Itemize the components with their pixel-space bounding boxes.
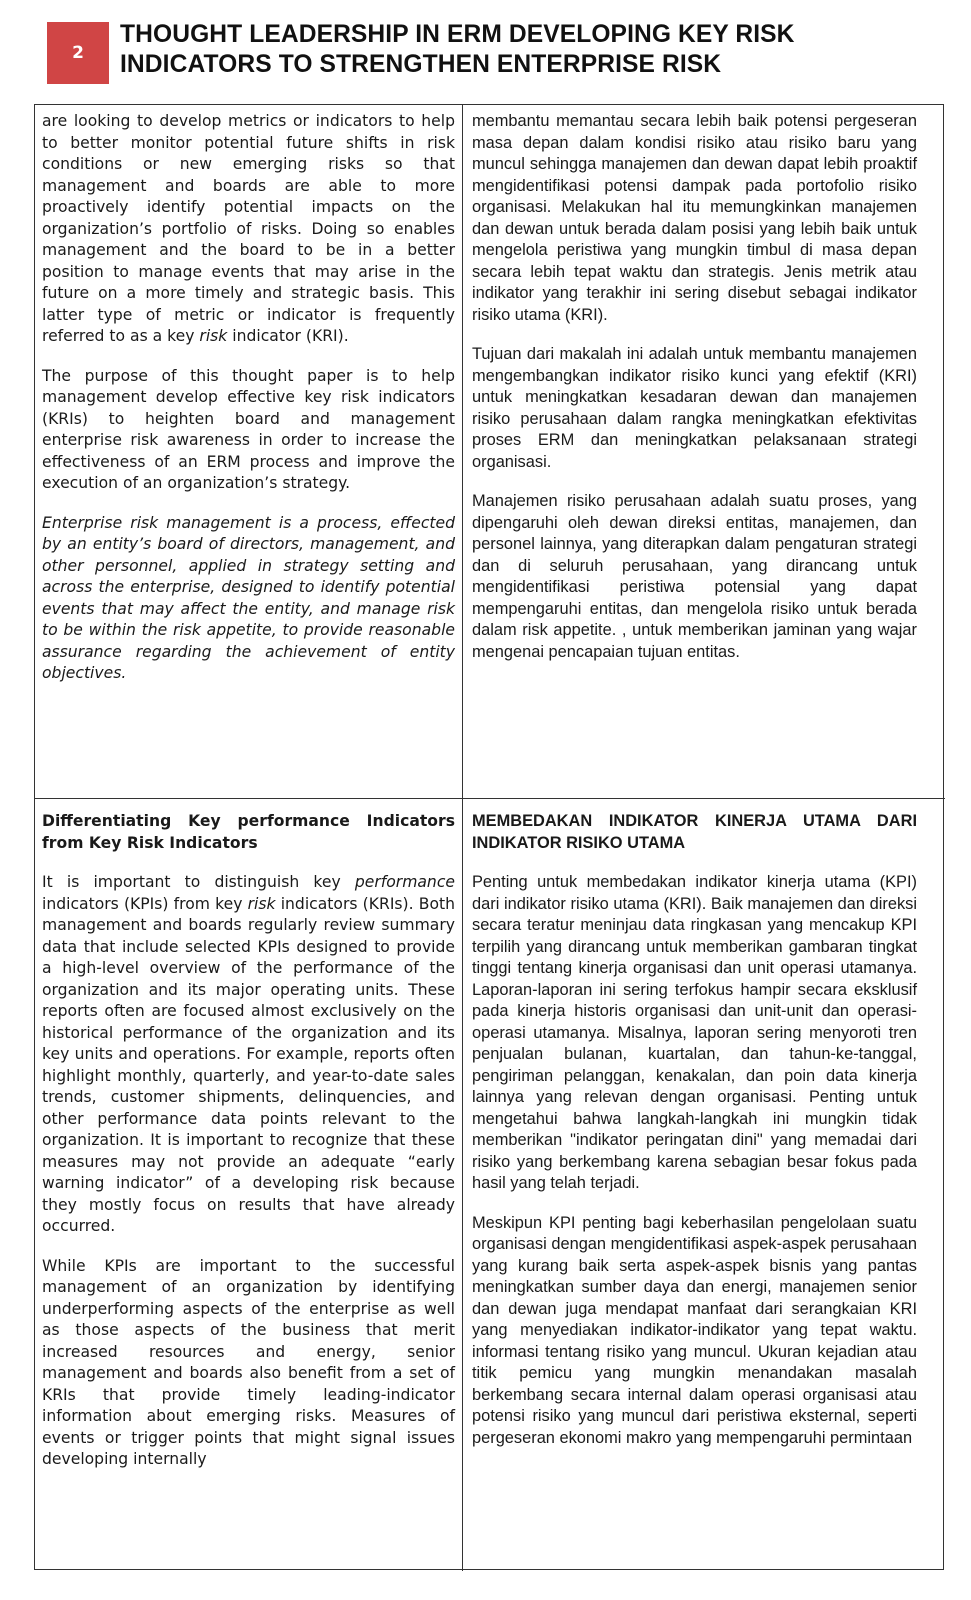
- english-paragraph: While KPIs are important to the successful management of an organization by identifying underperforming aspects of the enterprise as well as those aspects of the business that merit increased resources and energy, senior management and boards also benefit from a set of KRIs that provide timely leading-indicator information about emerging risks. Measures of events or trigger points that might signal issues developing internally: [42, 1256, 455, 1468]
- erm-definition-quote: Enterprise risk management is a process, effected by an entity’s board of directors, management, and other personnel, applied in strategy setting and across the enterprise, designed to identify potential events that may affect the entity, and manage risk to be within the risk appetite, to provide reasonable assurance regarding the achievement of entity objectives.: [42, 513, 455, 682]
- bilingual-table: [34, 104, 944, 1570]
- english-section-heading: Differentiating Key performance Indicators from Key Risk Indicators: [42, 812, 455, 852]
- indonesian-column-section-2: [463, 799, 945, 1571]
- paragraph-text: indicators (KPIs) from key: [42, 894, 248, 913]
- indonesian-column-section-1: [463, 105, 945, 799]
- emphasis-text: performance: [354, 873, 455, 891]
- indonesian-paragraph: Meskipun KPI penting bagi keberhasilan pengelolaan suatu organisasi dengan mengidentifikasi aspek-aspek perusahaan yang kurang baik serta aspek-aspek bisnis yang pantas meningkatkan sumber daya dan energi, manajemen senior dan dewan juga mendapat manfaat dari serangkaian KRI yang menyediakan indikator-indikator yang tepat waktu. informasi tentang risiko yang muncul. Ukuran kejadian atau titik pemicu yang mungkin menandakan masalah berkembang secara internal dalam operasi organisasi atau potensi risiko yang muncul dari peristiwa eksternal, seperti pergeseran ekonomi makro yang mempengaruhi permintaan: [472, 1213, 917, 1447]
- paragraph-text: indicator (KRI).: [227, 327, 349, 345]
- paragraph-text: are looking to develop metrics or indicators to help to better monitor potential future shifts in risk conditions or new emerging risks so that management and boards are able to more proactively identify potential impacts on the organization’s portfolio of risks. Doing so enables management and the board to be in a better position to manage events that may arise in the future on a more timely and strategic basis. This latter type of metric or indicator is frequently referred to as a key: [42, 112, 455, 345]
- english-paragraph: [42, 111, 455, 348]
- page-title: THOUGHT LEADERSHIP IN ERM DEVELOPING KEY RISK INDICATORS TO STRENGTHEN ENTERPRISE RISK: [120, 21, 795, 78]
- english-column-section-2: [35, 799, 463, 1571]
- english-column-section-1: [35, 105, 463, 799]
- emphasis-text: risk: [199, 327, 228, 345]
- paragraph-text: It is important to distinguish key: [42, 873, 355, 891]
- english-paragraph: [42, 872, 455, 1238]
- english-paragraph: The purpose of this thought paper is to help management develop effective key risk indicators (KRIs) to heighten board and management enterprise risk awareness in order to increase the effectiveness of an ERM process and improve the execution of an organization’s strategy.: [42, 366, 455, 492]
- emphasis-text: risk: [247, 894, 276, 913]
- indonesian-paragraph: Manajemen risiko perusahaan adalah suatu proses, yang dipengaruhi oleh dewan direksi entitas, manajemen, dan personel lainnya, yang diterapkan dalam pengaturan strategi dan di seluruh perusahaan, yang dirancang untuk mengidentifikasi peristiwa potensial yang dapat mempengaruhi entitas, dan mengelola risiko untuk berada dalam risk appetite. , untuk memberikan jaminan yang wajar mengenai pencapaian tujuan entitas.: [472, 492, 917, 661]
- indonesian-paragraph: Penting untuk membedakan indikator kinerja utama (KPI) dari indikator risiko utama (KRI). Baik manajemen dan direksi secara teratur meninjau data ringkasan yang mencakup KPI terpilih yang dirancang untuk memberikan gambaran tingkat tinggi tentang kinerja organisasi dan unit operasi utamanya. Laporan-laporan ini sering terfokus hampir secara eksklusif pada kinerja historis organisasi dan unit-unit dan operasi-operasi utamanya. Misalnya, laporan sering menyoroti tren penjualan bulanan, kuartalan, dan tahun-ke-tanggal, pengiriman pelanggan, kenakalan, dan poin data kinerja lainnya yang relevan dengan organisasi. Penting untuk mengetahui bahwa langkah-langkah ini mungkin tidak memberikan "indikator peringatan dini" yang memadai dari risiko yang berkembang karena sebagian besar fokus pada hasil yang telah terjadi.: [472, 873, 917, 1192]
- indonesian-paragraph: Tujuan dari makalah ini adalah untuk membantu manajemen mengembangkan indikator risiko kunci yang efektif (KRI) untuk meningkatkan kesadaran dewan dan manajemen risiko perusahaan dalam rangka meningkatkan efektivitas proses ERM dan meningkatkan pelaksanaan strategi organisasi.: [472, 345, 917, 471]
- indonesian-section-heading: MEMBEDAKAN INDIKATOR KINERJA UTAMA DARI INDIKATOR RISIKO UTAMA: [472, 812, 917, 852]
- indonesian-paragraph: membantu memantau secara lebih baik potensi pergeseran masa depan dalam kondisi risiko atau risiko baru yang muncul sehingga manajemen dan dewan dapat lebih proaktif mengidentifikasi potensi dampak pada portofolio risiko organisasi. Melakukan hal itu memungkinkan manajemen dan dewan untuk berada dalam posisi yang lebih baik untuk mengelola peristiwa yang mungkin timbul di masa depan secara lebih tepat waktu dan strategis. Jenis metrik atau indikator yang terakhir ini sering disebut sebagai indikator risiko utama (KRI).: [472, 112, 917, 324]
- paragraph-text: indicators (KRIs). Both management and boards regularly review summary data that include selected KPIs designed to provide a high-level overview of the performance of the organization and its major operating units. These reports often are focused almost exclusively on the historical performance of the organization and its key units and operations. For example, reports often highlight monthly, quarterly, and year-to-date sales trends, customer shipments, delinquencies, and other performance data points relevant to the organization. It is important to recognize that these measures may not provide an adequate “early warning indicator” of a developing risk because they mostly focus on results that have already occurred.: [42, 894, 456, 1235]
- page-number-badge: 2: [47, 22, 109, 84]
